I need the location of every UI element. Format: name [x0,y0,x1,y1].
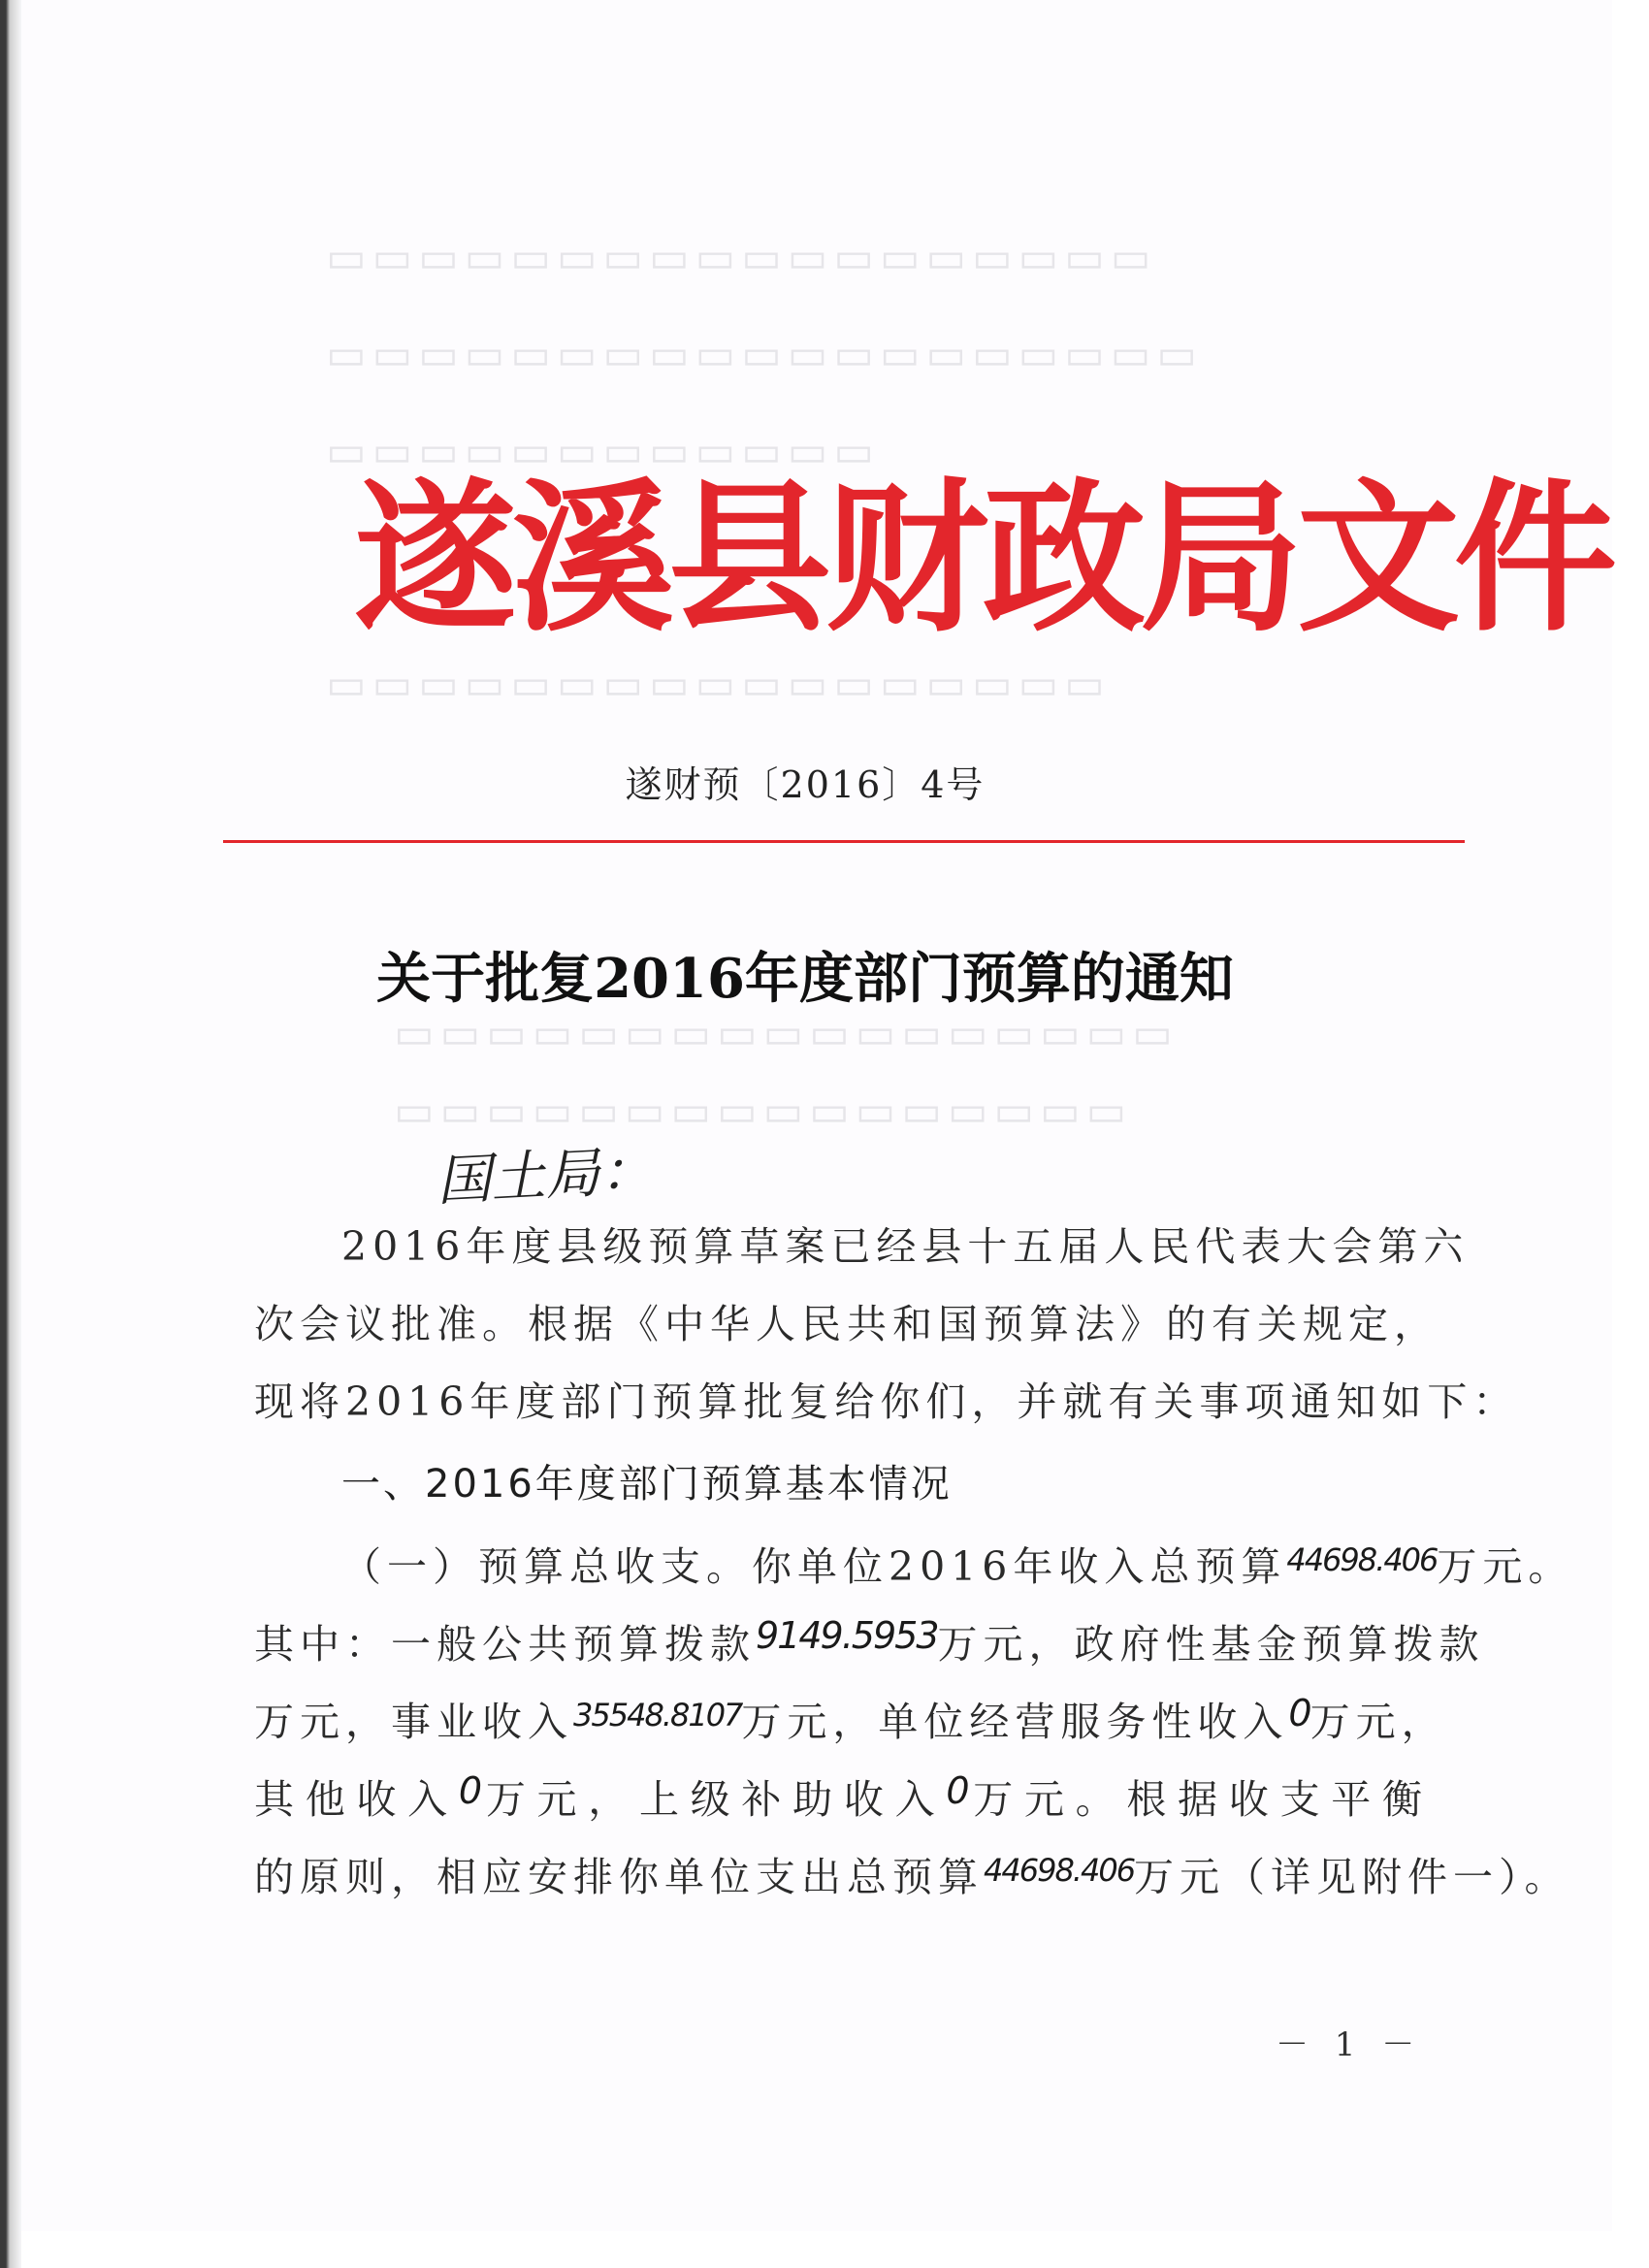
document-title: 关于批复2016年度部门预算的通知 [376,947,1234,1011]
page-number: － 1 － [1276,2025,1423,2064]
paragraph2-line1 [341,1538,1574,1596]
paragraph2-line3 [254,1692,1447,1751]
paragraph1-line2: 次会议批准。根据《中华人民共和国预算法》的有关规定， [254,1301,1439,1347]
handwritten-total-income: 44698.406 [1286,1541,1438,1578]
text-segment: 其中：一般公共预算拨款 [254,1621,756,1668]
text-segment: 万元，单位经营服务性收入 [741,1699,1289,1745]
handwritten-other-income: 0 [458,1769,481,1812]
handwritten-operating-income: 0 [1288,1692,1310,1734]
handwritten-business-income: 35548.8107 [573,1697,742,1733]
handwritten-general-budget: 9149.5953 [756,1614,938,1657]
text-segment: 其他收入 [254,1776,459,1823]
paragraph2-line4 [254,1770,1428,1829]
red-divider-line [223,840,1465,843]
text-segment: 万元。根据收支平衡 [967,1776,1429,1823]
document-header: 遂溪县财政局文件 [354,462,1611,654]
text-segment: 的原则，相应安排你单位支出总预算 [254,1854,984,1900]
paragraph2-line2 [254,1614,1485,1673]
paragraph2-line5 [254,1848,1570,1906]
text-segment: 万元， [1310,1699,1447,1745]
text-segment: 万元，政府性基金预算拨款 [937,1621,1485,1668]
text-segment: （一）预算总收支。你单位2016年收入总预算 [341,1543,1287,1590]
text-segment: 万元。 [1437,1543,1574,1590]
paragraph1-line3: 现将2016年度部门预算批复给你们，并就有关事项通知如下： [254,1378,1519,1425]
paragraph1-line1: 2016年度县级预算草案已经县十五届人民代表大会第六 [341,1223,1470,1270]
section1-heading: 一、2016年度部门预算基本情况 [341,1462,953,1507]
bleed-through-text: ▭▭▭▭▭▭▭▭▭▭▭▭▭▭▭▭▭ [388,1009,1173,1058]
handwritten-total-expenditure: 44698.406 [984,1852,1135,1889]
text-segment: 万元，事业收入 [254,1699,573,1745]
bleed-through-text: ▭▭▭▭▭▭▭▭▭▭▭▭▭▭▭▭ [388,1086,1127,1136]
bleed-through-text: ▭▭▭▭▭▭▭▭▭▭▭▭ [320,427,874,476]
bleed-through-text: ▭▭▭▭▭▭▭▭▭▭▭▭▭▭▭▭▭▭ [320,233,1151,282]
text-segment: 万元（详见附件一）。 [1134,1854,1570,1900]
bleed-through-text: ▭▭▭▭▭▭▭▭▭▭▭▭▭▭▭▭▭ [320,660,1105,709]
handwritten-subsidy-income: 0 [946,1769,968,1812]
text-segment: 万元，上级补助收入 [480,1776,947,1823]
bleed-through-text: ▭▭▭▭▭▭▭▭▭▭▭▭▭▭▭▭▭▭▭ [320,330,1197,379]
document-number: 遂财预〔2016〕4号 [625,763,986,806]
recipient-handwritten: 国土局： [435,1139,656,1214]
scan-edge-shadow [0,0,21,2268]
